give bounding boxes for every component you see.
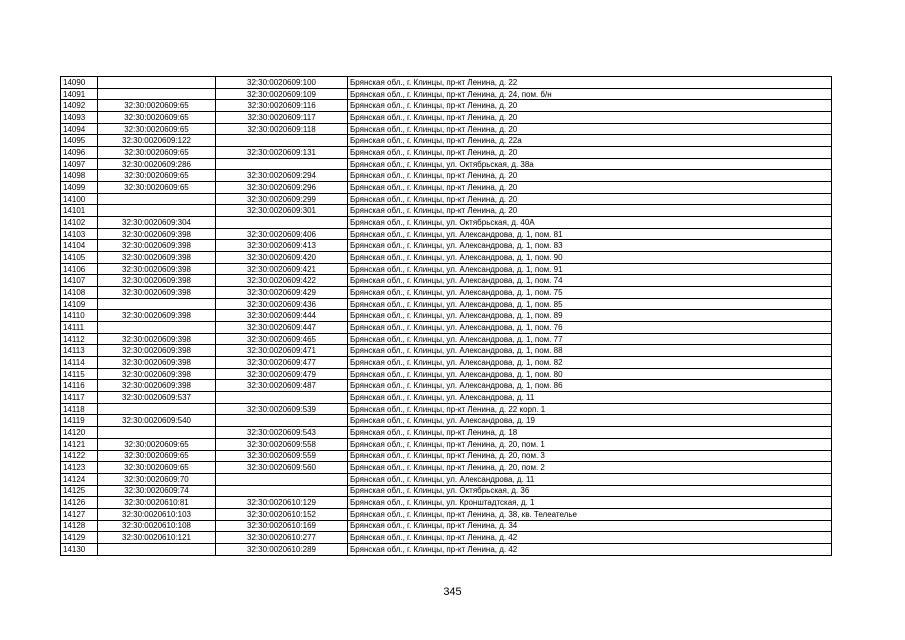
row-number-cell: 14105: [61, 252, 98, 264]
table-row: [61, 205, 832, 217]
parent-cadastral-cell: 32:30:0020609:398: [98, 275, 216, 287]
table-row: [61, 240, 832, 252]
row-number-cell: 14112: [61, 333, 98, 345]
parent-cadastral-cell: [98, 543, 216, 555]
address-cell: Брянская обл., г. Клинцы, пр-кт Ленина, д. 18: [348, 427, 832, 439]
row-number-cell: 14109: [61, 298, 98, 310]
address-cell: Брянская обл., г. Клинцы, пр-кт Ленина, д. 42: [348, 543, 832, 555]
address-cell: Брянская обл., г. Клинцы, ул. Александрова, д. 1, пом. 75: [348, 287, 832, 299]
row-number-cell: 14108: [61, 287, 98, 299]
address-cell: Брянская обл., г. Клинцы, пр-кт Ленина, д. 22 корп. 1: [348, 403, 832, 415]
cadastral-number-cell: 32:30:0020609:117: [216, 112, 348, 124]
address-cell: Брянская обл., г. Клинцы, пр-кт Ленина, д. 20, пом. 3: [348, 450, 832, 462]
row-number-cell: 14104: [61, 240, 98, 252]
parent-cadastral-cell: 32:30:0020609:398: [98, 310, 216, 322]
cadastral-number-cell: 32:30:0020609:109: [216, 88, 348, 100]
table-row: [61, 462, 832, 474]
cadastral-number-cell: 32:30:0020609:447: [216, 322, 348, 334]
table-row: [61, 497, 832, 509]
row-number-cell: 14125: [61, 485, 98, 497]
address-cell: Брянская обл., г. Клинцы, ул. Октябрьская, д. 36: [348, 485, 832, 497]
table-row: [61, 357, 832, 369]
parent-cadastral-cell: [98, 298, 216, 310]
cadastral-number-cell: 32:30:0020609:436: [216, 298, 348, 310]
address-cell: Брянская обл., г. Клинцы, ул. Александрова, д. 1, пом. 90: [348, 252, 832, 264]
parent-cadastral-cell: 32:30:0020609:398: [98, 368, 216, 380]
parent-cadastral-cell: 32:30:0020609:398: [98, 380, 216, 392]
table-row: [61, 287, 832, 299]
address-cell: Брянская обл., г. Клинцы, ул. Александрова, д. 1, пом. 80: [348, 368, 832, 380]
cadastral-number-cell: 32:30:0020609:543: [216, 427, 348, 439]
address-cell: Брянская обл., г. Клинцы, пр-кт Ленина, д. 20: [348, 205, 832, 217]
parent-cadastral-cell: 32:30:0020609:74: [98, 485, 216, 497]
row-number-cell: 14091: [61, 88, 98, 100]
parent-cadastral-cell: 32:30:0020609:398: [98, 287, 216, 299]
row-number-cell: 14123: [61, 462, 98, 474]
table-row: [61, 403, 832, 415]
cadastral-number-cell: 32:30:0020609:420: [216, 252, 348, 264]
address-cell: Брянская обл., г. Клинцы, пр-кт Ленина, д. 38, кв. Телеателье: [348, 508, 832, 520]
table-row: [61, 182, 832, 194]
parent-cadastral-cell: [98, 322, 216, 334]
parent-cadastral-cell: 32:30:0020609:398: [98, 228, 216, 240]
row-number-cell: 14101: [61, 205, 98, 217]
address-cell: Брянская обл., г. Клинцы, пр-кт Ленина, д. 22: [348, 77, 832, 89]
cadastral-number-cell: 32:30:0020610:129: [216, 497, 348, 509]
row-number-cell: 14119: [61, 415, 98, 427]
parent-cadastral-cell: 32:30:0020609:537: [98, 392, 216, 404]
address-cell: Брянская обл., г. Клинцы, ул. Кронштадтская, д. 1: [348, 497, 832, 509]
address-cell: Брянская обл., г. Клинцы, пр-кт Ленина, д. 20: [348, 100, 832, 112]
address-cell: Брянская обл., г. Клинцы, пр-кт Ленина, д. 20: [348, 112, 832, 124]
table-row: [61, 310, 832, 322]
address-cell: Брянская обл., г. Клинцы, пр-кт Ленина, д. 20: [348, 193, 832, 205]
registry-table-body: [61, 77, 832, 556]
row-number-cell: 14093: [61, 112, 98, 124]
parent-cadastral-cell: [98, 427, 216, 439]
address-cell: Брянская обл., г. Клинцы, ул. Александрова, д. 1, пом. 77: [348, 333, 832, 345]
row-number-cell: 14127: [61, 508, 98, 520]
parent-cadastral-cell: 32:30:0020609:398: [98, 357, 216, 369]
parent-cadastral-cell: 32:30:0020609:65: [98, 123, 216, 135]
table-row: [61, 77, 832, 89]
parent-cadastral-cell: [98, 403, 216, 415]
table-row: [61, 450, 832, 462]
address-cell: Брянская обл., г. Клинцы, ул. Александрова, д. 1, пом. 76: [348, 322, 832, 334]
table-row: [61, 392, 832, 404]
table-row: [61, 427, 832, 439]
cadastral-number-cell: 32:30:0020609:301: [216, 205, 348, 217]
parent-cadastral-cell: 32:30:0020609:398: [98, 263, 216, 275]
cadastral-number-cell: 32:30:0020609:477: [216, 357, 348, 369]
cadastral-number-cell: [216, 473, 348, 485]
parent-cadastral-cell: 32:30:0020609:65: [98, 182, 216, 194]
address-cell: Брянская обл., г. Клинцы, пр-кт Ленина, д. 20: [348, 170, 832, 182]
table-row: [61, 123, 832, 135]
row-number-cell: 14092: [61, 100, 98, 112]
cadastral-number-cell: 32:30:0020609:479: [216, 368, 348, 380]
parent-cadastral-cell: 32:30:0020609:398: [98, 252, 216, 264]
row-number-cell: 14117: [61, 392, 98, 404]
address-cell: Брянская обл., г. Клинцы, ул. Александрова, д. 1, пом. 85: [348, 298, 832, 310]
cadastral-number-cell: 32:30:0020609:131: [216, 147, 348, 159]
address-cell: Брянская обл., г. Клинцы, ул. Октябрьская, д. 40А: [348, 217, 832, 229]
cadastral-number-cell: 32:30:0020609:444: [216, 310, 348, 322]
parent-cadastral-cell: 32:30:0020609:65: [98, 450, 216, 462]
parent-cadastral-cell: 32:30:0020610:81: [98, 497, 216, 509]
row-number-cell: 14110: [61, 310, 98, 322]
parent-cadastral-cell: 32:30:0020609:65: [98, 100, 216, 112]
cadastral-number-cell: 32:30:0020609:116: [216, 100, 348, 112]
cadastral-number-cell: 32:30:0020609:118: [216, 123, 348, 135]
address-cell: Брянская обл., г. Клинцы, пр-кт Ленина, д. 42: [348, 532, 832, 544]
row-number-cell: 14121: [61, 438, 98, 450]
address-cell: Брянская обл., г. Клинцы, пр-кт Ленина, д. 22а: [348, 135, 832, 147]
cadastral-number-cell: [216, 217, 348, 229]
table-row: [61, 345, 832, 357]
cadastral-number-cell: 32:30:0020609:421: [216, 263, 348, 275]
row-number-cell: 14097: [61, 158, 98, 170]
table-row: [61, 228, 832, 240]
row-number-cell: 14095: [61, 135, 98, 147]
cadastral-number-cell: 32:30:0020610:289: [216, 543, 348, 555]
table-row: [61, 415, 832, 427]
cadastral-number-cell: 32:30:0020609:294: [216, 170, 348, 182]
cadastral-number-cell: [216, 485, 348, 497]
row-number-cell: 14100: [61, 193, 98, 205]
table-row: [61, 322, 832, 334]
cadastral-number-cell: [216, 415, 348, 427]
row-number-cell: 14090: [61, 77, 98, 89]
parent-cadastral-cell: [98, 88, 216, 100]
row-number-cell: 14116: [61, 380, 98, 392]
table-row: [61, 438, 832, 450]
table-row: [61, 88, 832, 100]
cadastral-number-cell: 32:30:0020610:169: [216, 520, 348, 532]
address-cell: Брянская обл., г. Клинцы, пр-кт Ленина, д. 34: [348, 520, 832, 532]
table-row: [61, 333, 832, 345]
cadastral-number-cell: 32:30:0020610:277: [216, 532, 348, 544]
cadastral-number-cell: 32:30:0020609:299: [216, 193, 348, 205]
table-row: [61, 217, 832, 229]
cadastral-number-cell: 32:30:0020609:559: [216, 450, 348, 462]
table-row: [61, 170, 832, 182]
address-cell: Брянская обл., г. Клинцы, ул. Александрова, д. 1, пом. 89: [348, 310, 832, 322]
parent-cadastral-cell: 32:30:0020609:540: [98, 415, 216, 427]
cadastral-number-cell: 32:30:0020609:471: [216, 345, 348, 357]
row-number-cell: 14111: [61, 322, 98, 334]
table-row: [61, 543, 832, 555]
cadastral-number-cell: 32:30:0020609:465: [216, 333, 348, 345]
cadastral-number-cell: 32:30:0020609:422: [216, 275, 348, 287]
parent-cadastral-cell: 32:30:0020609:286: [98, 158, 216, 170]
parent-cadastral-cell: 32:30:0020609:122: [98, 135, 216, 147]
cadastral-number-cell: [216, 135, 348, 147]
address-cell: Брянская обл., г. Клинцы, ул. Александрова, д. 1, пом. 81: [348, 228, 832, 240]
address-cell: Брянская обл., г. Клинцы, ул. Александрова, д. 1, пом. 91: [348, 263, 832, 275]
table-row: [61, 298, 832, 310]
table-row: [61, 158, 832, 170]
row-number-cell: 14098: [61, 170, 98, 182]
cadastral-number-cell: 32:30:0020609:296: [216, 182, 348, 194]
row-number-cell: 14094: [61, 123, 98, 135]
parent-cadastral-cell: 32:30:0020609:304: [98, 217, 216, 229]
parent-cadastral-cell: 32:30:0020609:398: [98, 345, 216, 357]
row-number-cell: 14107: [61, 275, 98, 287]
cadastral-number-cell: 32:30:0020609:560: [216, 462, 348, 474]
table-row: [61, 485, 832, 497]
address-cell: Брянская обл., г. Клинцы, пр-кт Ленина, д. 20: [348, 182, 832, 194]
cadastral-number-cell: 32:30:0020609:558: [216, 438, 348, 450]
parent-cadastral-cell: 32:30:0020609:65: [98, 147, 216, 159]
table-row: [61, 135, 832, 147]
page-number: 345: [443, 586, 462, 598]
row-number-cell: 14124: [61, 473, 98, 485]
table-row: [61, 473, 832, 485]
parent-cadastral-cell: [98, 193, 216, 205]
cadastral-number-cell: [216, 392, 348, 404]
parent-cadastral-cell: [98, 77, 216, 89]
row-number-cell: 14126: [61, 497, 98, 509]
address-cell: Брянская обл., г. Клинцы, пр-кт Ленина, д. 20, пом. 2: [348, 462, 832, 474]
parent-cadastral-cell: [98, 205, 216, 217]
row-number-cell: 14102: [61, 217, 98, 229]
table-row: [61, 112, 832, 124]
parent-cadastral-cell: 32:30:0020609:65: [98, 170, 216, 182]
row-number-cell: 14128: [61, 520, 98, 532]
row-number-cell: 14130: [61, 543, 98, 555]
row-number-cell: 14114: [61, 357, 98, 369]
address-cell: Брянская обл., г. Клинцы, ул. Александрова, д. 1, пом. 74: [348, 275, 832, 287]
row-number-cell: 14122: [61, 450, 98, 462]
table-row: [61, 275, 832, 287]
parent-cadastral-cell: 32:30:0020609:65: [98, 462, 216, 474]
table-row: [61, 368, 832, 380]
parent-cadastral-cell: 32:30:0020609:65: [98, 438, 216, 450]
address-cell: Брянская обл., г. Клинцы, ул. Александрова, д. 1, пом. 86: [348, 380, 832, 392]
address-cell: Брянская обл., г. Клинцы, пр-кт Ленина, д. 20, пом. 1: [348, 438, 832, 450]
row-number-cell: 14113: [61, 345, 98, 357]
cadastral-number-cell: 32:30:0020609:413: [216, 240, 348, 252]
table-row: [61, 147, 832, 159]
registry-table: [60, 76, 832, 556]
table-row: [61, 263, 832, 275]
address-cell: Брянская обл., г. Клинцы, ул. Александрова, д. 19: [348, 415, 832, 427]
row-number-cell: 14106: [61, 263, 98, 275]
row-number-cell: 14096: [61, 147, 98, 159]
parent-cadastral-cell: 32:30:0020610:108: [98, 520, 216, 532]
table-row: [61, 100, 832, 112]
row-number-cell: 14118: [61, 403, 98, 415]
parent-cadastral-cell: 32:30:0020609:398: [98, 240, 216, 252]
row-number-cell: 14120: [61, 427, 98, 439]
cadastral-number-cell: 32:30:0020609:406: [216, 228, 348, 240]
address-cell: Брянская обл., г. Клинцы, ул. Александрова, д. 1, пом. 88: [348, 345, 832, 357]
address-cell: Брянская обл., г. Клинцы, пр-кт Ленина, д. 20: [348, 147, 832, 159]
parent-cadastral-cell: 32:30:0020609:70: [98, 473, 216, 485]
table-row: [61, 380, 832, 392]
cadastral-number-cell: 32:30:0020609:487: [216, 380, 348, 392]
table-row: [61, 193, 832, 205]
table-row: [61, 520, 832, 532]
row-number-cell: 14115: [61, 368, 98, 380]
cadastral-number-cell: 32:30:0020609:539: [216, 403, 348, 415]
cadastral-number-cell: [216, 158, 348, 170]
parent-cadastral-cell: 32:30:0020609:398: [98, 333, 216, 345]
table-row: [61, 252, 832, 264]
address-cell: Брянская обл., г. Клинцы, ул. Александрова, д. 1, пом. 82: [348, 357, 832, 369]
address-cell: Брянская обл., г. Клинцы, ул. Александрова, д. 11: [348, 392, 832, 404]
address-cell: Брянская обл., г. Клинцы, ул. Октябрьская, д. 38а: [348, 158, 832, 170]
row-number-cell: 14103: [61, 228, 98, 240]
parent-cadastral-cell: 32:30:0020610:121: [98, 532, 216, 544]
table-row: [61, 532, 832, 544]
parent-cadastral-cell: 32:30:0020610:103: [98, 508, 216, 520]
cadastral-number-cell: 32:30:0020609:100: [216, 77, 348, 89]
address-cell: Брянская обл., г. Клинцы, пр-кт Ленина, д. 20: [348, 123, 832, 135]
parent-cadastral-cell: 32:30:0020609:65: [98, 112, 216, 124]
address-cell: Брянская обл., г. Клинцы, ул. Александрова, д. 11: [348, 473, 832, 485]
address-cell: Брянская обл., г. Клинцы, ул. Александрова, д. 1, пом. 83: [348, 240, 832, 252]
table-row: [61, 508, 832, 520]
address-cell: Брянская обл., г. Клинцы, пр-кт Ленина, д. 24, пом. б/н: [348, 88, 832, 100]
row-number-cell: 14129: [61, 532, 98, 544]
cadastral-number-cell: 32:30:0020610:152: [216, 508, 348, 520]
cadastral-number-cell: 32:30:0020609:429: [216, 287, 348, 299]
row-number-cell: 14099: [61, 182, 98, 194]
